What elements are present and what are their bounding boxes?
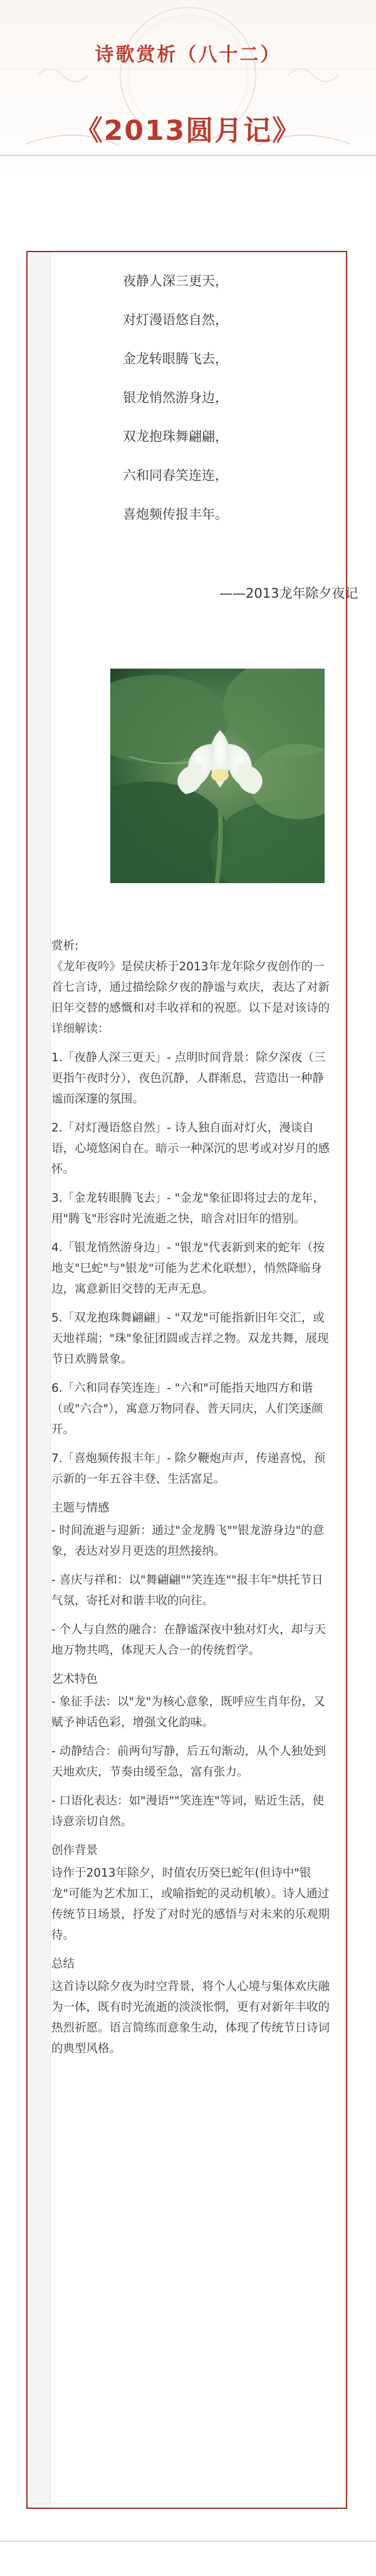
- lotus-photo: [110, 669, 325, 883]
- analysis-point: 7.「喜炮频传报丰年」- 除夕鞭炮声声，传递喜悦，预示新的一年五谷丰登、生活富足。: [51, 1452, 326, 1486]
- poem-signature: ——2013龙年除夕夜记: [219, 586, 358, 601]
- series-title: 诗歌赏析（八十二）: [95, 44, 281, 66]
- lotus-image: [110, 669, 325, 883]
- analysis-label: 赏析:: [51, 940, 79, 953]
- art-item: - 象征手法：以"龙"为核心意象，既呼应生肖年份，又赋予神话色彩，增强文化韵味。: [51, 1695, 325, 1729]
- background-heading: 创作背景: [51, 1844, 98, 1857]
- page-title: 《2013圆月记》: [75, 115, 301, 147]
- art-heading: 艺术特色: [51, 1673, 98, 1686]
- theme-item: - 个人与自然的融合：在静谧深夜中独对灯火，却与天地万物共鸣，体现天人合一的传统哲学。: [51, 1623, 326, 1657]
- background-text: 诗作于2013年除夕，时值农历癸巳蛇年(但诗中"银龙"可能为艺术加工，或喻指蛇的灵动机敏）。诗人通过传统节日场景，抒发了对时光的感悟与对未来的乐观期待。: [51, 1867, 330, 1942]
- analysis-point: 4.「银龙悄然游身边」- "银龙"代表新到来的蛇年（按地支"巳蛇"与"银龙"可能为艺术化联想），悄然降临身边，寓意新旧交替的无声无息。: [51, 1241, 325, 1296]
- analysis-point: 1.「夜静人深三更天」- 点明时间背景：除夕深夜（三更指午夜时分），夜色沉静，人群渐息，营造出一种静谧而深邃的氛围。: [51, 1051, 326, 1106]
- analysis-point: 6.「六和同春笑连连」- "六和"可能指天地四方和谐（或"六合"），寓意万物同春、普天同庆，人们笑逐颜开。: [51, 1382, 323, 1436]
- poem: [123, 271, 330, 543]
- analysis-point: 2.「对灯漫语悠自然」- 诗人独自面对灯火，漫谈自语，心境悠闲自在。暗示一种深沉的思考或对岁月的感怀。: [51, 1121, 330, 1176]
- poem-line: 喜炮频传报丰年。: [123, 507, 228, 522]
- theme-item: - 时间流逝与迎新：通过"金龙腾飞""银龙游身边"的意象，表达对岁月更迭的坦然接纳。: [51, 1524, 325, 1558]
- analysis-point: 5.「双龙抱珠舞翩翩」- "双龙"可能指新旧年交汇，或天地祥瑞；"珠"象征团圆或吉祥之物。双龙共舞，展现节日欢腾景象。: [51, 1312, 329, 1366]
- art-item: - 动静结合：前两句写静，后五句渐动，从个人独处到天地欢庆，节奏由缓至急，富有张力。: [51, 1745, 326, 1779]
- poem-line: 夜静人深三更天，: [123, 273, 228, 289]
- analysis-intro: 《龙年夜吟》是侯庆桥于2013年龙年除夕夜创作的一首七言诗，通过描绘除夕夜的静谧与欢庆，表达了对新旧年交替的感慨和对丰收祥和的祝愿。以下是对该诗的详细解读：: [51, 960, 330, 1036]
- analysis-section: [51, 936, 335, 2067]
- poem-line: 对灯漫语悠自然，: [123, 312, 228, 327]
- summary-text: 这首诗以除夕夜为时空背景，将个人心境与集体欢庆融为一体，既有时光流逝的淡淡怅惘，更有对新年丰收的热烈祈愿。语言简练而意象生动，体现了传统节日诗词的典型风格。: [51, 1980, 330, 2055]
- header-ornament: [0, 0, 376, 182]
- theme-item: - 喜庆与祥和：以"舞翩翩""笑连连""报丰年"烘托节日气氛，寄托对和谐丰收的向往。: [51, 1574, 323, 1608]
- poem-line: 六和同春笑连连，: [123, 468, 228, 483]
- footer-divider: [0, 2540, 376, 2542]
- frame-side-bar: [28, 252, 51, 2508]
- art-item: - 口语化表达：如"漫语""笑连连"等词，贴近生活，使诗意亲切自然。: [51, 1794, 325, 1828]
- poem-line: 双龙抱珠舞翩翩，: [123, 429, 228, 444]
- theme-heading: 主题与情感: [51, 1502, 110, 1515]
- summary-heading: 总结: [51, 1958, 75, 1971]
- analysis-point: 3.「金龙转眼腾飞去」- "金龙"象征即将过去的龙年，用"腾飞"形容时光流逝之快，暗含对旧年的惜别。: [51, 1192, 325, 1226]
- poem-line: 金龙转眼腾飞去，: [123, 351, 228, 366]
- page-header: [0, 0, 376, 182]
- poem-line: 银龙悄然游身边，: [123, 390, 228, 405]
